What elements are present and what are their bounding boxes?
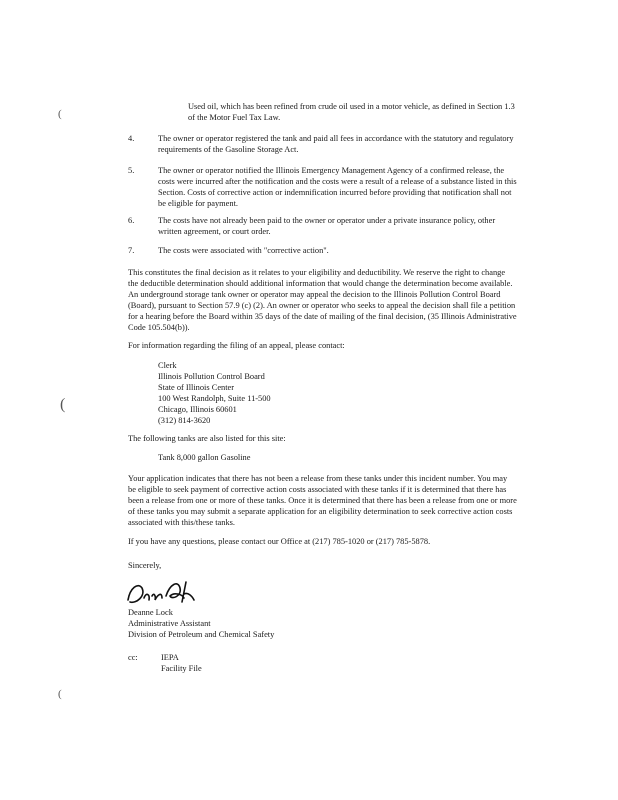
scan-mark-top: ( — [58, 108, 62, 120]
signer-division: Division of Petroleum and Chemical Safety — [128, 630, 275, 639]
item-number: 5. — [128, 166, 135, 175]
text-line: of the Motor Fuel Tax Law. — [188, 113, 281, 122]
address-line: State of Illinois Center — [158, 383, 235, 392]
address-line: (312) 814-3620 — [158, 416, 211, 425]
text-line: be eligible to seek payment of corrective action costs associated with these tanks if it is determined that there has — [128, 485, 507, 494]
final-decision-paragraph — [128, 267, 517, 333]
text-line: the deductible determination should additional information that would change the determination become available. — [128, 279, 513, 288]
tank-line: Tank 8,000 gallon Gasoline — [158, 453, 251, 462]
cc-entry: IEPA — [161, 653, 179, 662]
questions-line: If you have any questions, please contact our Office at (217) 785-1020 or (217) 785-5878. — [128, 537, 431, 546]
signature — [122, 574, 202, 610]
item-5-text — [158, 165, 517, 209]
text-line: An underground storage tank owner or operator may appeal the decision to the Illinois Pollution Control Board — [128, 290, 501, 299]
cc-entry: Facility File — [161, 664, 202, 673]
text-line: written agreement, or court order. — [158, 227, 271, 236]
address-line: Illinois Pollution Control Board — [158, 372, 265, 381]
text-line: for a hearing before the Board within 35 days of the date of mailing of the final decision, (35 Illinois Administrative — [128, 312, 517, 321]
text-line: been a release from one or more of these tanks. Once it is determined that there has been a release from one or more — [128, 496, 517, 505]
no-release-paragraph — [128, 473, 517, 528]
text-line: Your application indicates that there has not been a release from these tanks under this incident number. You may — [128, 474, 508, 483]
text-line: The costs have not already been paid to the owner or operator under a private insurance policy, other — [158, 216, 496, 225]
tanks-intro: The following tanks are also listed for this site: — [128, 434, 286, 443]
item-number: 7. — [128, 246, 135, 255]
item-6-text — [158, 215, 495, 237]
address-line: Clerk — [158, 361, 177, 370]
item-number: 6. — [128, 216, 135, 225]
text-line: of these tanks you may submit a separate application for an eligibility determination to seek corrective action costs — [128, 507, 513, 516]
text-line: The owner or operator notified the Illinois Emergency Management Agency of a confirmed release, the — [158, 166, 505, 175]
item-3-continuation — [188, 101, 515, 123]
address-line: Chicago, Illinois 60601 — [158, 405, 237, 414]
text-line: (Board), pursuant to Section 57.9 (c) (2). An owner or operator who seeks to appeal the decision shall file a petition — [128, 301, 516, 310]
text-line: Used oil, which has been refined from crude oil used in a motor vehicle, as defined in Section 1.3 — [188, 102, 515, 111]
text-line: The owner or operator registered the tank and paid all fees in accordance with the statutory and regulatory — [158, 134, 514, 143]
item-7-text — [158, 245, 329, 256]
cc-label: cc: — [128, 653, 138, 662]
closing: Sincerely, — [128, 561, 162, 570]
text-line: The costs were associated with "corrective action". — [158, 246, 329, 255]
address-block — [158, 360, 271, 426]
cc-list — [161, 652, 202, 674]
signer-name: Deanne Lock — [128, 608, 173, 617]
signer-title: Administrative Assistant — [128, 619, 211, 628]
text-line: Section. Costs of corrective action or indemnification incurred before providing that notification shall not — [158, 188, 512, 197]
item-4-text — [158, 133, 514, 155]
text-line: This constitutes the final decision as it relates to your eligibility and deductibility. We reserve the right to change — [128, 268, 506, 277]
text-line: Code 105.504(b)). — [128, 323, 190, 332]
text-line: associated with this/these tanks. — [128, 518, 235, 527]
signer-block — [128, 607, 274, 640]
text-line: costs were incurred after the notification and the costs were a result of a release of a substance listed in this — [158, 177, 517, 186]
scan-mark-middle: ( — [60, 396, 66, 413]
address-line: 100 West Randolph, Suite 11-500 — [158, 394, 271, 403]
text-line: be eligible for payment. — [158, 199, 239, 208]
text-line: requirements of the Gasoline Storage Act. — [158, 145, 299, 154]
item-number: 4. — [128, 134, 135, 143]
appeal-intro: For information regarding the filing of an appeal, please contact: — [128, 341, 345, 350]
scan-mark-bottom: ( — [58, 688, 62, 700]
